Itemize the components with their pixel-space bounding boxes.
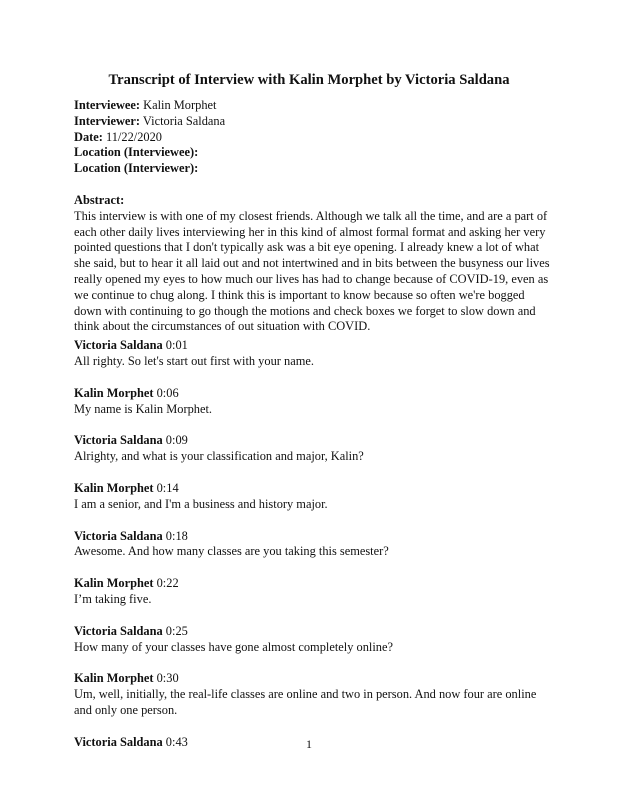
timestamp: 0:22 (153, 576, 179, 591)
timestamp: 0:14 (153, 480, 179, 495)
transcript-turn (74, 624, 554, 656)
abstract-heading: Abstract: (74, 192, 125, 207)
meta-label: Location (Interviewer): (74, 161, 199, 176)
document-body (74, 98, 554, 767)
speaker-line (74, 529, 554, 545)
page-number: 1 (306, 737, 312, 751)
transcript-turn (74, 671, 554, 718)
speaker-name: Kalin Morphet (74, 576, 154, 591)
speaker-name: Victoria Saldana (74, 528, 163, 543)
timestamp: 0:25 (162, 623, 188, 638)
speaker-name: Kalin Morphet (74, 385, 154, 400)
abstract-section (74, 193, 554, 335)
speaker-name: Victoria Saldana (74, 433, 163, 448)
transcript-turn (74, 576, 554, 608)
meta-value: 11/22/2020 (102, 129, 162, 144)
meta-location-interviewer (74, 161, 554, 177)
utterance-text: Alrighty, and what is your classification and major, Kalin? (74, 449, 364, 464)
transcript-turn (74, 338, 554, 370)
meta-label: Location (Interviewee): (74, 145, 199, 160)
timestamp: 0:43 (162, 734, 188, 749)
speaker-line (74, 576, 554, 592)
speaker-line (74, 433, 554, 449)
timestamp: 0:18 (162, 528, 188, 543)
transcript (74, 338, 554, 750)
timestamp: 0:09 (162, 433, 188, 448)
transcript-turn (74, 481, 554, 513)
meta-label: Date: (74, 129, 103, 144)
meta-value: Victoria Saldana (140, 113, 226, 128)
speaker-name: Kalin Morphet (74, 671, 154, 686)
speaker-line (74, 671, 554, 687)
meta-label: Interviewer: (74, 113, 141, 128)
speaker-name: Victoria Saldana (74, 623, 163, 638)
interview-metadata (74, 98, 554, 177)
timestamp: 0:01 (162, 338, 188, 353)
utterance-text: Um, well, initially, the real-life classes are online and two in person. And now four are online and only one person. (74, 687, 537, 717)
meta-value: Kalin Morphet (140, 98, 217, 112)
speaker-line (74, 338, 554, 354)
abstract-paragraph: This interview is with one of my closest friends. Although we talk all the time, and are a part of each other daily lives interviewing her in this kind of almost formal format and asking her very pointed questions that I don't typically ask was a bit eye opening. I already knew a lot of what she said, but to hear it all laid out and not intertwined and in bits between the busyness our lives really opened my eyes to how much our lives has had to change because of COVID-19, even as we continue to chug along. I think this is important to know because so often we're bogged down with continuing to go though the motions and check boxes we forget to slow down and think about the circumstances of out situation with COVID. (74, 208, 550, 334)
meta-label: Interviewee: (74, 98, 141, 112)
speaker-name: Kalin Morphet (74, 480, 154, 495)
speaker-line (74, 386, 554, 402)
utterance-text: I am a senior, and I'm a business and history major. (74, 496, 328, 511)
meta-interviewer (74, 114, 554, 130)
speaker-name: Victoria Saldana (74, 338, 163, 353)
speaker-name: Victoria Saldana (74, 734, 163, 749)
timestamp: 0:30 (153, 671, 179, 686)
utterance-text: All righty. So let's start out first with your name. (74, 353, 314, 368)
transcript-turn (74, 529, 554, 561)
speaker-line (74, 624, 554, 640)
timestamp: 0:06 (153, 385, 179, 400)
transcript-turn (74, 433, 554, 465)
speaker-line (74, 481, 554, 497)
utterance-text: How many of your classes have gone almost completely online? (74, 639, 393, 654)
meta-date (74, 130, 554, 146)
meta-interviewee (74, 98, 554, 114)
utterance-text: Awesome. And how many classes are you taking this semester? (74, 544, 389, 559)
meta-location-interviewee (74, 145, 554, 161)
transcript-turn (74, 386, 554, 418)
utterance-text: I’m taking five. (74, 591, 152, 606)
document-title: Transcript of Interview with Kalin Morphet by Victoria Saldana (108, 72, 510, 88)
utterance-text: My name is Kalin Morphet. (74, 401, 212, 416)
